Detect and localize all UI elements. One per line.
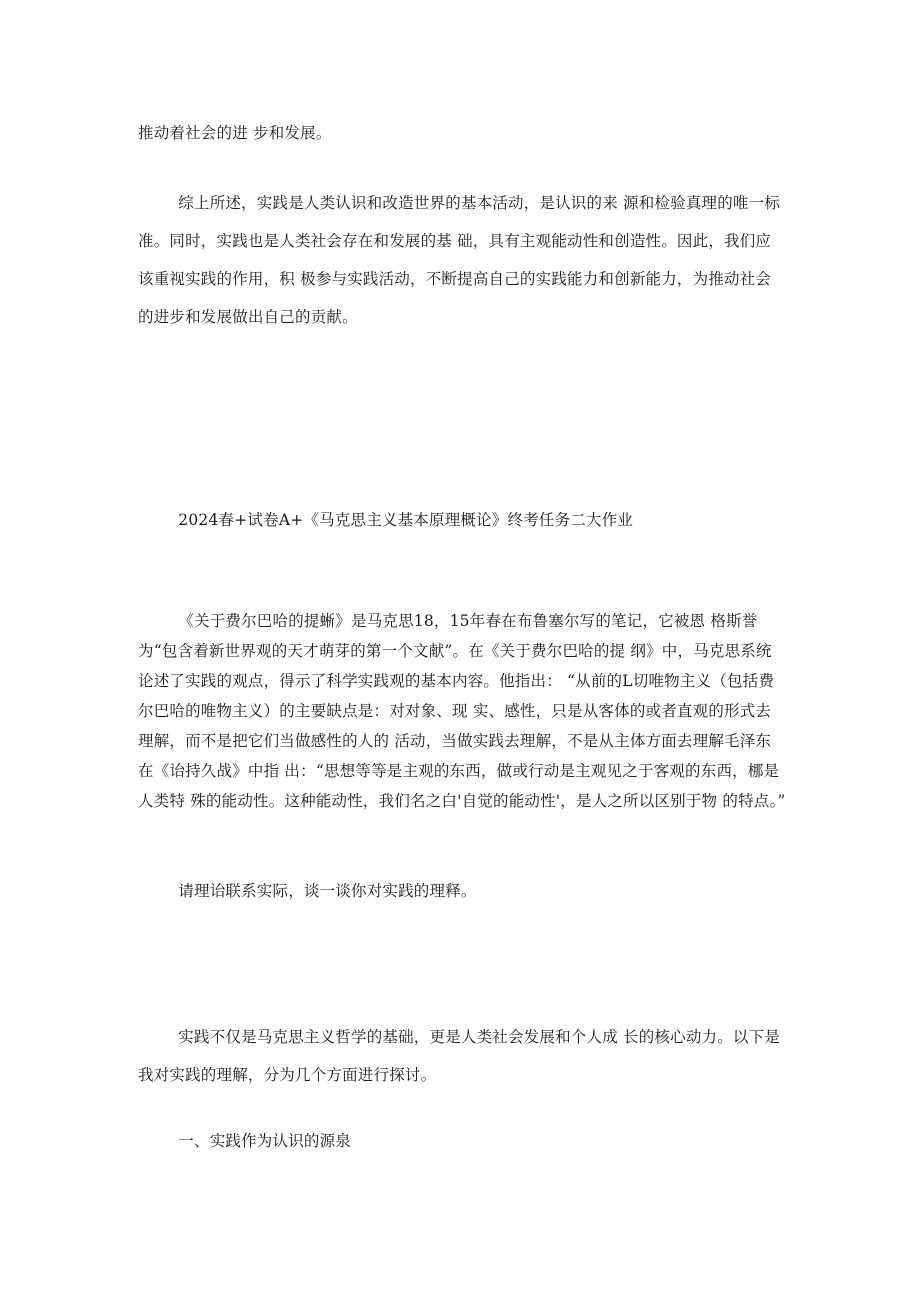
paragraph-quote: 《关于费尔巴哈的提蜥》是马克思18，15年春在布鲁塞尔写的笔记，它被恩 格斯誉为“包含着新世界观的天才萌芽的第一个文献”。在《关于费尔巴哈的提 纲》中，马克思系统论述了实践的观点，得示了科学实践观的基本内容。他指出： “从前的L切唯物主义（包括费尔巴哈的唯物主义）的主要缺点是：对对象、现 实、感性，只是从客体的或者直观的形式去理解，而不是把它们当做感性的人的 活动，当做实践去理解，不是从主体方面去理解毛泽东在《诒持久战》中指 出：“思想等等是主观的东西，做或行动是主观见之于客观的东西，梛是人类特 殊的能动性。这种能动性，我们名之白'自觉的能动性'，是人之所以区别于物 的特点。”	[138, 612, 786, 810]
paragraph-summary: 综上所述，实践是人类认识和改造世界的基本活动，是认识的来 源和检验真理的唯一标准。同时，实践也是人类社会存在和发展的基 础，具有主观能动性和创造性。因此，我们应该重视实践的作用，积 极参与实践活动，不断提高自己的实践能力和创新能力，为推动社会 的进步和发展做出自己的贡献。	[138, 194, 781, 326]
assignment-title: 2024春+试卷A+《马克思主义基本原理概论》终考任务二大作业	[178, 511, 634, 529]
section-heading: 一、实践作为认识的源泉	[178, 1132, 351, 1150]
paragraph-task: 请理诒联系实际，谈一谈你对实践的理释。	[178, 882, 477, 900]
paragraph-answer: 实践不仅是马克思主义哲学的基础，更是人类社会发展和个人成 长的核心动力。以下是我对实践的理解，分为几个方面进行探讨。	[138, 1028, 781, 1084]
paragraph-intro-tail: 推动着社会的进 步和发展。	[138, 124, 332, 142]
